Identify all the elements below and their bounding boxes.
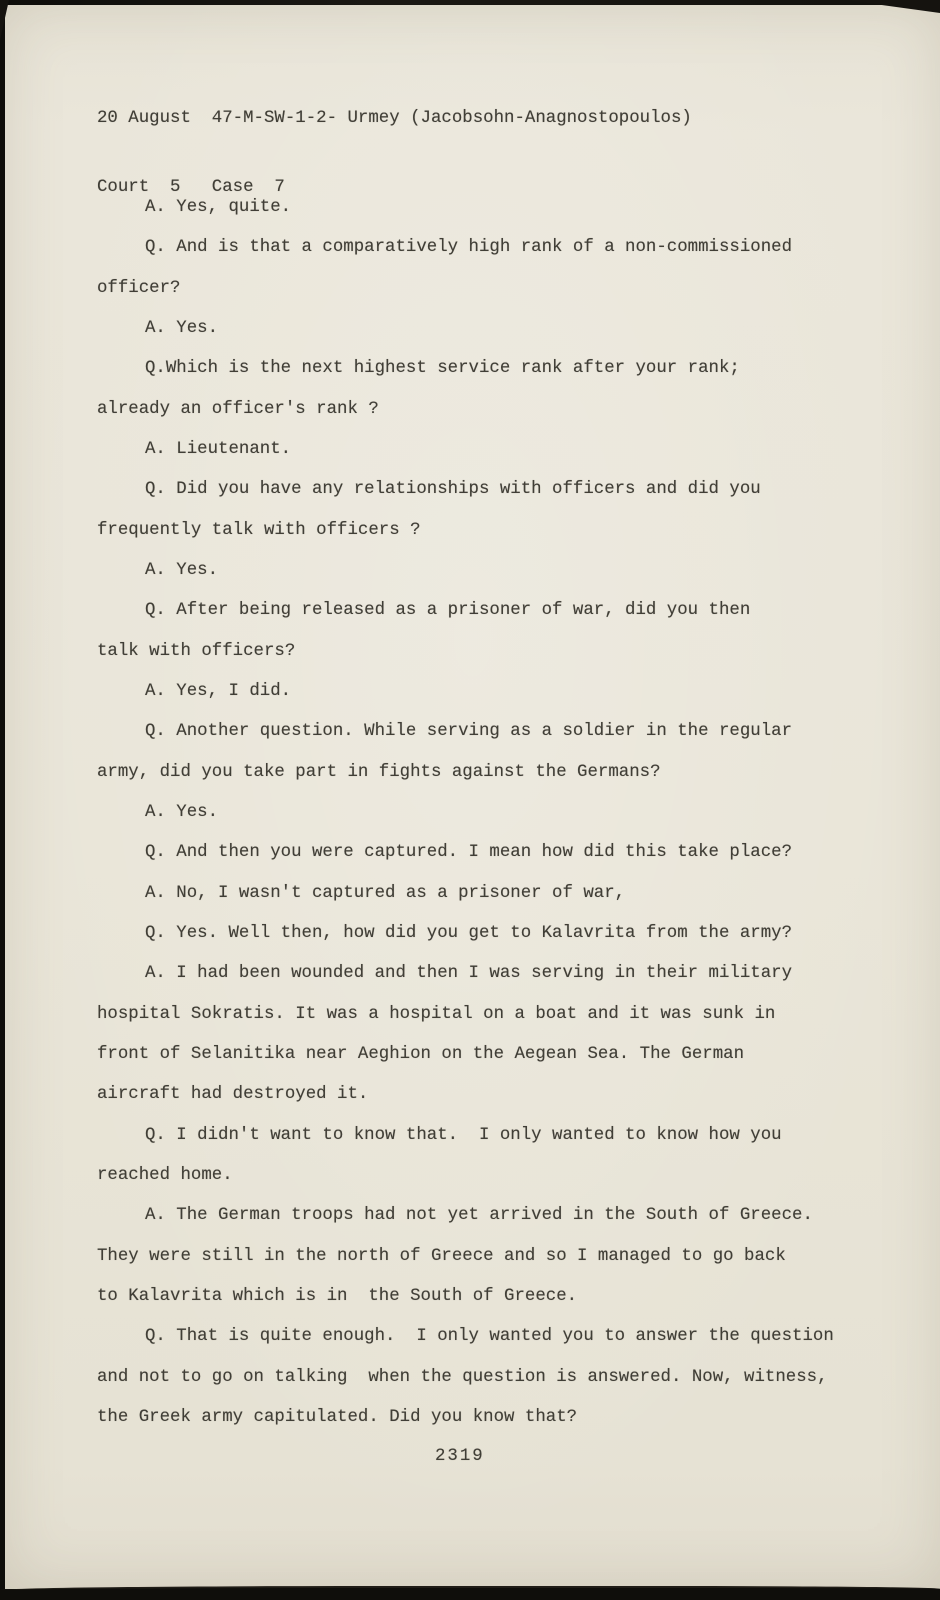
transcript-line: A. The German troops had not yet arrived in the South of Greece. [145,1206,813,1226]
transcript-line: Q. That is quite enough. I only wanted you to answer the question [145,1327,834,1347]
transcript-line: and not to go on talking when the question is answered. Now, witness, [97,1367,828,1387]
transcript-line: Q. And is that a comparatively high rank of a non-commissioned [145,238,793,258]
transcript-line: to Kalavrita which is in the South of Greece. [97,1286,578,1306]
transcript-line: talk with officers? [97,641,296,661]
transcript-line: Q. And then you were captured. I mean how did this take place? [145,843,793,863]
transcript-line: the Greek army capitulated. Did you know that? [97,1407,578,1427]
transcript-line: already an officer's rank ? [97,399,379,419]
transcript-line: They were still in the north of Greece and so I managed to go back [97,1246,786,1266]
transcript-line: front of Selanitika near Aeghion on the Aegean Sea. The German [97,1044,745,1064]
transcript-line: A. Yes, I did. [145,681,292,701]
transcript-line: hospital Sokratis. It was a hospital on a boat and it was sunk in [97,1004,776,1024]
transcript-line: A. I had been wounded and then I was serving in their military [145,964,793,984]
page-number: 2319 [435,1447,485,1466]
transcript-line: Q. Did you have any relationships with officers and did you [145,480,761,500]
transcript-line: A. Yes. [145,802,219,822]
transcript-line: army, did you take part in fights against the Germans? [97,762,661,782]
transcript-line: officer? [97,278,181,298]
document-page [5,5,940,1589]
transcript-line: A. No, I wasn't captured as a prisoner of war, [145,883,626,903]
transcript-line: A. Yes. [145,560,219,580]
transcript-line: A. Lieutenant. [145,439,292,459]
header-line-docket: 20 August 47-M-SW-1-2- Urmey (Jacobsohn-Anagnostopoulos) [97,109,692,128]
scan-edge-top-right [845,0,940,13]
scan-edge-bottom [0,1586,940,1600]
transcript-line: reached home. [97,1165,233,1185]
transcript-line: aircraft had destroyed it. [97,1085,369,1105]
transcript-line: frequently talk with officers ? [97,520,421,540]
transcript-line: Q.Which is the next highest service rank after your rank; [145,359,740,379]
transcript-line: Q. After being released as a prisoner of war, did you then [145,601,751,621]
header-line-court-case: Court 5 Case 7 [97,178,285,197]
transcript-line: A. Yes, quite. [145,198,292,217]
transcript-lines [5,188,940,1438]
transcript-line: Q. Another question. While serving as a soldier in the regular [145,722,793,742]
transcript-line: A. Yes. [145,318,219,338]
scan-edge-top-left [0,0,9,40]
transcript-line: Q. I didn't want to know that. I only wanted to know how you [145,1125,782,1145]
transcript-line: Q. Yes. Well then, how did you get to Kalavrita from the army? [145,923,793,943]
